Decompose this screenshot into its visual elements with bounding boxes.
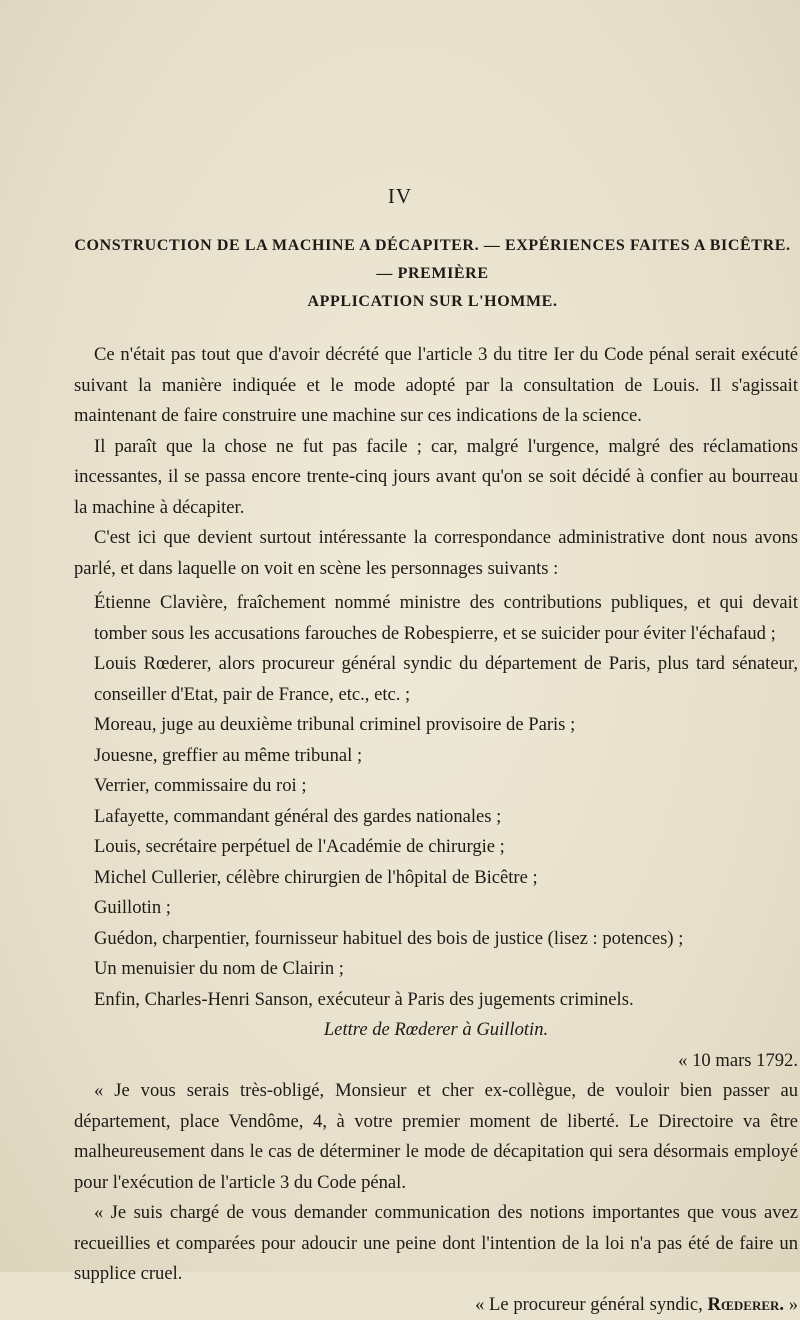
paragraph-1: Ce n'était pas tout que d'avoir décrété que l'article 3 du titre Ier du Code pénal serait exécuté suivant la manière indiquée et le mode adopté par la consultation de Louis. Il s'agissait maintenant de faire construire une machine sur ces indications de la science. [74,340,798,432]
signature-name: Rœderer. [707,1294,784,1315]
list-item: Jouesne, greffier au même tribunal ; [74,741,798,772]
list-item: Louis Rœderer, alors procureur général syndic du département de Paris, plus tard sénateur, conseiller d'Etat, pair de France, etc., etc. ; [74,649,798,710]
letter-paragraph-1: « Je vous serais très-obligé, Monsieur et cher ex-collègue, de vouloir bien passer au département, place Vendôme, 4, à votre premier moment de liberté. Le Directoire va être malheureusement dans le cas de déterminer le mode de décapitation qui sera désormais employé pour l'exécution de l'article 3 du Code pénal. [74,1076,798,1198]
list-item: Guédon, charpentier, fournisseur habituel des bois de justice (lisez : potences) ; [74,924,798,955]
list-item: Guillotin ; [74,893,798,924]
letter-heading: Lettre de Rœderer à Guillotin. [74,1015,798,1046]
list-item: Étienne Clavière, fraîchement nommé ministre des contributions publiques, et qui devait tomber sous les accusations farouches de Robespierre, et se suicider pour éviter l'échafaud ; [74,588,798,649]
list-item: Moreau, juge au deuxième tribunal criminel provisoire de Paris ; [74,710,798,741]
letter-paragraph-2: « Je suis chargé de vous demander communication des notions importantes que vous avez recueillies et comparées pour adoucir une peine dont l'intention de la loi n'a pas été de faire un supplice cruel. [74,1198,798,1290]
list-item: Verrier, commissaire du roi ; [74,771,798,802]
letter-body [74,1076,798,1290]
letter-signature [74,1290,798,1320]
chapter-title-line-1: CONSTRUCTION DE LA MACHINE A DÉCAPITER. — EXPÉRIENCES FAITES A BICÊTRE. — PREMIÈRE [70,232,795,288]
chapter-title-line-2: APPLICATION SUR L'HOMME. [70,288,795,316]
paragraph-2: Il paraît que la chose ne fut pas facile ; car, malgré l'urgence, malgré des réclamations incessantes, il se passa encore trente-cinq jours avant qu'on se soit décidé à confier au bourreau la machine à décapiter. [74,432,798,524]
body-text [74,340,798,1320]
chapter-title [70,232,795,316]
signature-suffix: » [789,1294,798,1315]
list-item: Un menuisier du nom de Clairin ; [74,954,798,985]
list-item: Lafayette, commandant général des gardes nationales ; [74,802,798,833]
list-item: Michel Cullerier, célèbre chirurgien de l'hôpital de Bicêtre ; [74,863,798,894]
personnages-list [74,588,798,1015]
signature-prefix: « Le procureur général syndic, [475,1294,703,1315]
paragraph-3: C'est ici que devient surtout intéressante la correspondance administrative dont nous avons parlé, et dans laquelle on voit en scène les personnages suivants : [74,523,798,584]
list-item: Enfin, Charles-Henri Sanson, exécuteur à Paris des jugements criminels. [74,985,798,1016]
letter-date: « 10 mars 1792. [74,1046,798,1077]
chapter-number: IV [0,184,800,209]
list-item: Louis, secrétaire perpétuel de l'Académie de chirurgie ; [74,832,798,863]
